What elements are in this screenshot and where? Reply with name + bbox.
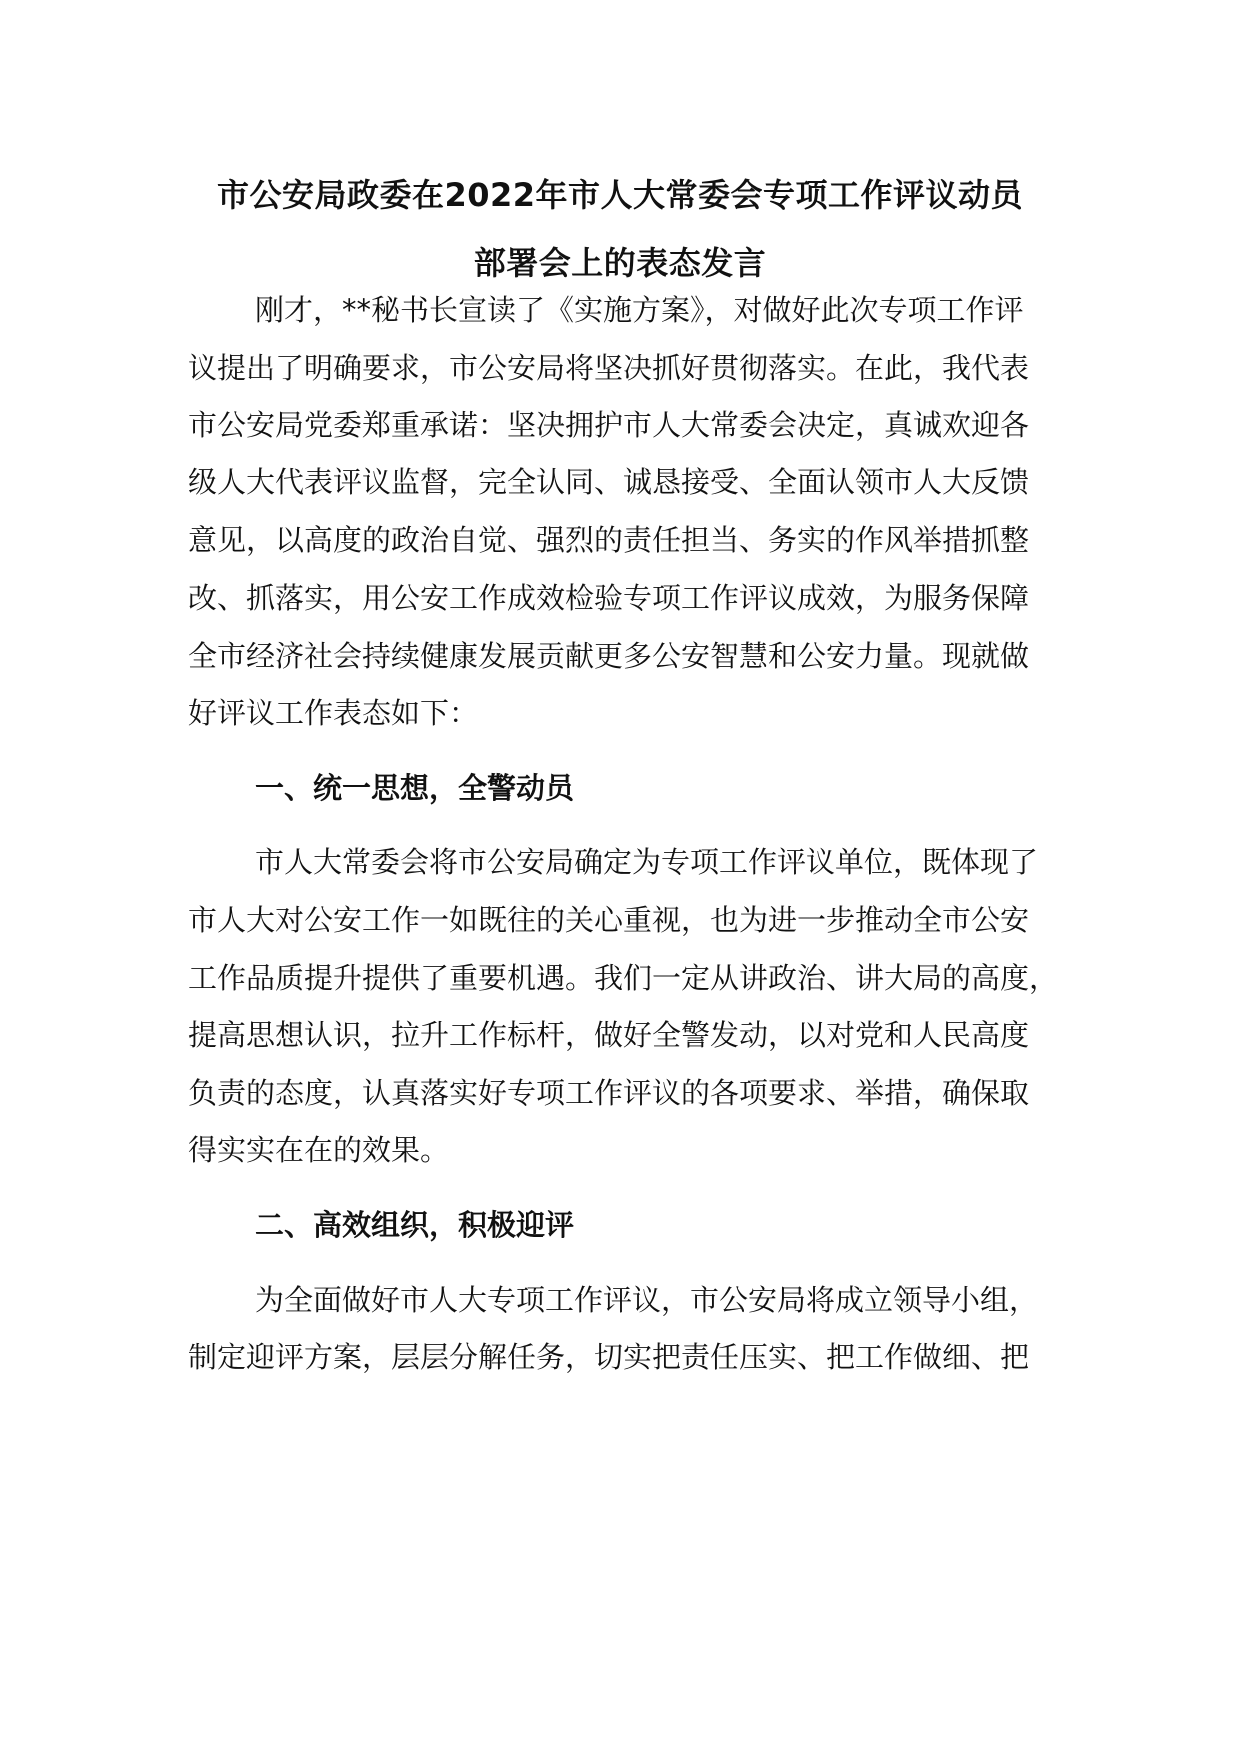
section-1-line: 工作品质提升提供了重要机遇。我们一定从讲政治、讲大局的高度，: [188, 961, 1059, 995]
section-1-line: 得实实在在的效果。: [188, 1133, 450, 1167]
intro-line: 刚才，**秘书长宣读了《实施方案》，对做好此次专项工作评: [255, 293, 1024, 327]
section-2-line: 为全面做好市人大专项工作评议，市公安局将成立领导小组，: [255, 1283, 1039, 1317]
section-2-heading: 二、高效组织，积极迎评: [255, 1208, 575, 1242]
intro-line: 改、抓落实，用公安工作成效检验专项工作评议成效，为服务保障: [188, 581, 1030, 615]
intro-line: 意见，以高度的政治自觉、强烈的责任担当、务实的作风举措抓整: [188, 523, 1030, 557]
intro-line: 市公安局党委郑重承诺：坚决拥护市人大常委会决定，真诚欢迎各: [188, 408, 1030, 442]
intro-line: 全市经济社会持续健康发展贡献更多公安智慧和公安力量。现就做: [188, 639, 1030, 673]
section-1-line: 负责的态度，认真落实好专项工作评议的各项要求、举措，确保取: [188, 1076, 1030, 1110]
section-1-line: 提高思想认识，拉升工作标杆，做好全警发动，以对党和人民高度: [188, 1018, 1030, 1052]
section-1-line: 市人大对公安工作一如既往的关心重视，也为进一步推动全市公安: [188, 903, 1030, 937]
document-title-line-2: 部署会上的表态发言: [473, 244, 767, 282]
intro-line: 议提出了明确要求，市公安局将坚决抓好贯彻落实。在此，我代表: [188, 351, 1030, 385]
section-1-line: 市人大常委会将市公安局确定为专项工作评议单位，既体现了: [255, 845, 1039, 879]
intro-line: 好评议工作表态如下：: [188, 696, 479, 730]
document-title-line-1: 市公安局政委在2022年市人大常委会专项工作评议动员: [216, 176, 1024, 214]
section-1-heading: 一、统一思想，全警动员: [255, 771, 575, 805]
intro-line: 级人大代表评议监督，完全认同、诚恳接受、全面认领市人大反馈: [188, 465, 1030, 499]
section-2-line: 制定迎评方案，层层分解任务，切实把责任压实、把工作做细、把: [188, 1340, 1030, 1374]
